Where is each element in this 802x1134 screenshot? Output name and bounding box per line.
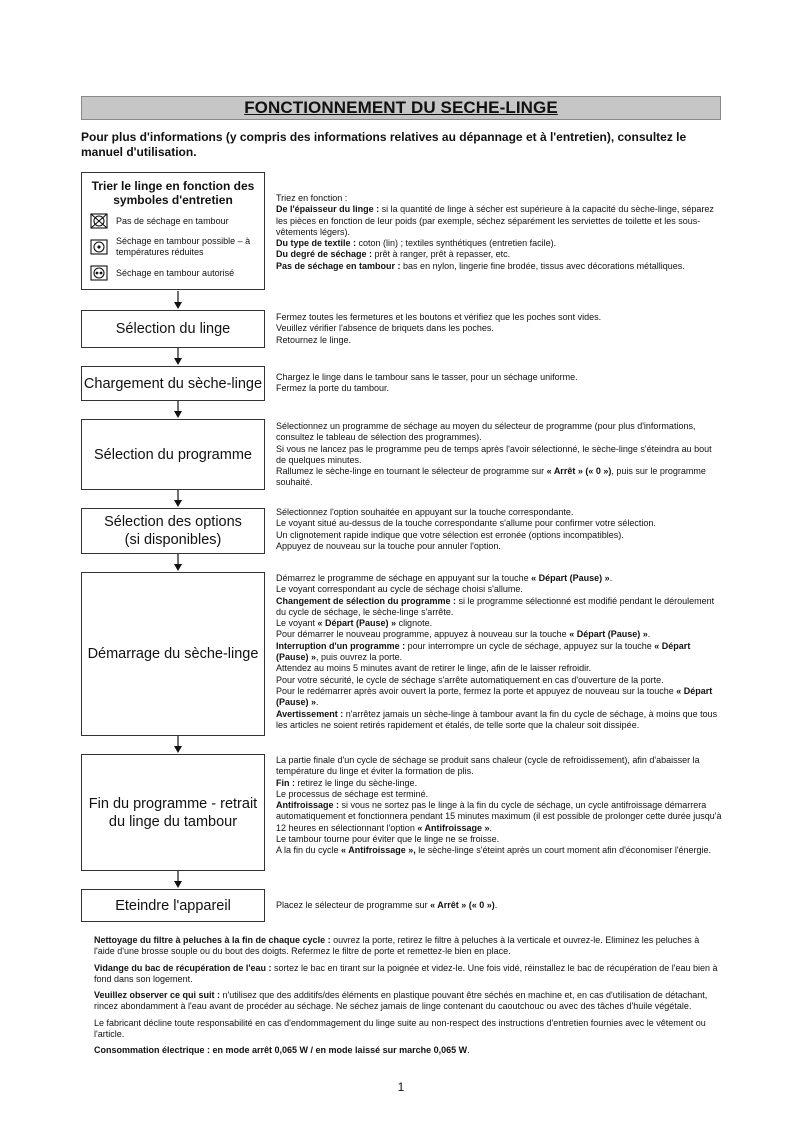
desc-line: A la fin du cycle « Antifroissage », le sèche-linge s'éteint après un court moment afin d'économiser l'énergie. [276,845,712,856]
symbol-label: Séchage en tambour autorisé [116,267,235,278]
desc-line: Le processus de séchage est terminé. [276,788,429,799]
flow-arrow [173,291,183,310]
symbols-heading: Trier le linge en fonction des symboles d'entretien [91,179,255,207]
step-programme-desc [276,421,722,489]
desc-line: Le tambour tourne pour éviter que le linge ne se froisse. [276,834,500,845]
desc-line: Pour le redémarrer après avoir ouvert la porte, fermez la porte et appuyez de nouveau sur la touche « Départ (Pause) ». [276,685,713,708]
desc-line: Placez le sélecteur de programme sur « Arrêt » (« 0 »). [276,900,498,910]
desc-line: Fermez la porte du tambour. [276,383,390,394]
step-label: Démarrage du sèche-linge [87,646,259,662]
page-title-text: FONCTIONNEMENT DU SECHE-LINGE [244,98,558,117]
step-chargement [81,366,265,401]
flow-arrow [173,400,183,419]
desc-line: Si vous ne lancez pas le programme peu de temps après l'avoir sélectionné, le sèche-linge s'éteindra au bout de quelques minutes. [276,443,712,465]
symbol-row [90,236,256,258]
desc-line: Retournez le linge. [276,334,352,345]
step-label: Chargement du sèche-linge [83,375,263,392]
symbol-row [90,265,256,281]
desc-line: Veuillez vérifier l'absence de briquets dans les poches. [276,323,494,334]
step-programme [81,419,265,490]
desc-line: Sélectionnez un programme de séchage au moyen du sélecteur de programme (pour plus d'informations, consultez le tableau de sélection des programmes). [276,421,696,443]
page-number: 1 [397,1080,405,1094]
flow-arrow [173,870,183,889]
note-paragraph: Veuillez observer ce qui suit : n'utilisez que des additifs/des éléments en plastique pouvant être séchés en machine et, en cas d'utilisation de détachant, rincez abondamment à l'eau avant de procéder au séchage. Ne séchez jamais de linge contenant du caoutchouc ou avec des tâches d'huile végétale. [94,990,708,1012]
desc-line: Démarrez le programme de séchage en appuyant sur la touche « Départ (Pause) ». [276,573,613,583]
note-paragraph: Consommation électrique : en mode arrêt 0,065 W / en mode laissé sur marche 0,065 W. [94,1045,470,1056]
sort-description [276,193,722,272]
step-label: Fin du programme - retrait [88,795,258,812]
step-eteindre [81,889,265,922]
desc-line: Le voyant « Départ (Pause) » clignote. [276,618,433,629]
desc-line: Triez en fonction : [276,193,348,203]
note-paragraph: Le fabricant décline toute responsabilité en cas d'endommagement du linge suite au non-respect des instructions d'entretien fournies avec le vêtement ou l'article. [94,1017,706,1040]
desc-line: Fin : retirez le linge du sèche-linge. [276,777,418,788]
step-chargement-desc [276,372,722,395]
step-options [81,508,265,554]
symbols-box [81,172,265,290]
desc-line: Appuyez de nouveau sur la touche pour annuler l'option. [276,540,501,551]
desc-line: Attendez au moins 5 minutes avant de retirer le linge, afin de le laisser refroidir. [276,663,592,674]
step-options-desc [276,507,722,552]
step-eteindre-desc [276,900,722,911]
note-paragraph: Nettoyage du filtre à peluches à la fin de chaque cycle : ouvrez la porte, retirez le filtre à peluches à la verticale et ouvrez-le. Eliminez les peluches à l'aide d'une brosse souple ou du bout des doigts. Refermez le filtre de porte et remettez-le bien en place. [94,935,700,957]
flow-arrow [173,489,183,508]
step-label: du linge du tambour [108,813,238,830]
desc-line: Pour démarrer le nouveau programme, appuyez à nouveau sur la touche « Départ (Pause) ». [276,629,651,640]
desc-line: Chargez le linge dans le tambour sans le tasser, pour un séchage uniforme. [276,372,578,382]
desc-line: Du type de textile : coton (lin) ; textiles synthétiques (entretien facile). [276,238,557,249]
step-label: Sélection des options [104,514,242,530]
desc-line: La partie finale d'un cycle de séchage se produit sans chaleur (cycle de refroidissement), afin d'abaisser la température du linge et éviter la formation de plis. [276,755,700,777]
desc-line: Pour votre sécurité, le cycle de séchage s'arrête automatiquement en cas d'ouverture de la porte. [276,674,664,685]
step-label: Sélection du linge [115,321,231,337]
desc-line: Avertissement : n'arrêtez jamais un sèche-linge à tambour avant la fin du cycle de séchage, à moins que tous les articles ne soient retirés rapidement et étalés, de telle sorte que la chaleur soit dissipée. [276,708,718,730]
page-title [81,96,721,120]
desc-line: Changement de sélection du programme : si le programme sélectionné est modifié pendant le déroulement du cycle de séchage, le sèche-linge s'arrête. [276,595,715,617]
desc-line: De l'épaisseur du linge : si la quantité de linge à sécher est supérieure à la capacité du sèche-linge, séparez les pièces en fonction de leur poids (par exemple, séchez séparément les serviettes de toilette et les sous-vêtements légers). [276,204,714,237]
tumble-dry-normal-icon [90,265,108,281]
symbol-label: Séchage en tambour possible – à températures réduites [116,236,251,257]
step-label: (si disponibles) [124,532,222,548]
desc-line: Le voyant situé au-dessus de la touche correspondante s'allume pour confirmer votre sélection. [276,518,656,529]
desc-line: Rallumez le sèche-linge en tournant le sélecteur de programme sur « Arrêt » (« 0 »), puis sur le programme souhaité. [276,466,706,488]
step-label: Eteindre l'appareil [115,897,231,914]
step-demarrage [81,572,265,736]
flow-arrow [173,735,183,754]
symbol-row [90,213,256,229]
desc-line: Un clignotement rapide indique que votre sélection est erronée (options incompatibles). [276,529,624,540]
desc-line: Du degré de séchage : prêt à ranger, prêt à repasser, etc. [276,249,511,260]
flow-arrow [173,347,183,366]
step-fin-desc [276,755,722,857]
note-paragraph: Vidange du bac de récupération de l'eau : sortez le bac en tirant sur la poignée et videz-le. Une fois vidé, réinstallez le bac de récupération de l'eau bien à fond dans son logement. [94,962,718,984]
symbol-label: Pas de séchage en tambour [116,215,229,226]
tumble-dry-low-icon [90,239,108,255]
maintenance-notes [94,935,722,1062]
step-label: Sélection du programme [94,446,252,463]
desc-line: Antifroissage : si vous ne sortez pas le linge à la fin du cycle de séchage, un cycle antifroissage démarrera automatiquement et fonctionnera pendant 15 minutes maximum (il est possible de prolonger cette durée jusqu'à 12 heures en sélectionnant l'option « Antifroissage ». [276,800,722,833]
desc-line: Interruption d'un programme : pour interrompre un cycle de séchage, appuyez sur la touche « Départ (Pause) », puis ouvrez la porte. [276,640,691,663]
desc-line: Le voyant correspondant au cycle de séchage choisi s'allume. [276,584,523,595]
step-selection-linge [81,310,265,348]
desc-line: Fermez toutes les fermetures et les boutons et vérifiez que les poches sont vides. [276,312,602,322]
intro-text: Pour plus d'informations (y compris des informations relatives au dépannage et à l'entretien), consultez le manuel d'utilisation. [81,130,687,159]
desc-line: Sélectionnez l'option souhaitée en appuyant sur la touche correspondante. [276,507,574,517]
desc-line: Pas de séchage en tambour : bas en nylon, lingerie fine brodée, tissus avec décorations métalliques. [276,260,685,271]
step-fin [81,754,265,871]
flow-arrow [173,553,183,572]
no-tumble-dry-icon [90,213,108,229]
step-demarrage-desc [276,573,722,731]
step-selection-linge-desc [276,312,722,346]
